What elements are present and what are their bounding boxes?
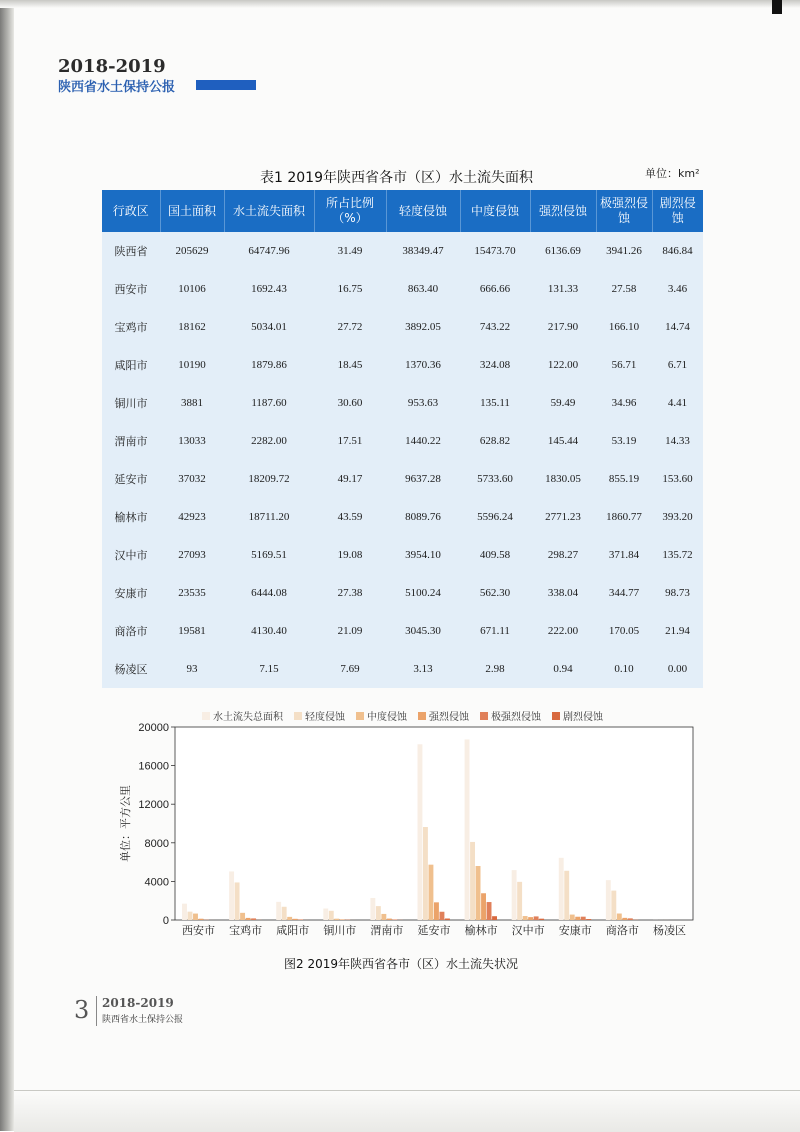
table-cell: 43.59 [314,498,386,536]
legend-item-label: 水土流失总面积 [213,710,284,723]
table-cell: 743.22 [460,308,530,346]
table-cell: 10190 [160,346,224,384]
scan-bottom-fold [14,1090,800,1132]
x-category-label: 咸阳市 [276,923,309,937]
table-row [102,574,703,612]
table-cell: 6136.69 [530,232,596,270]
table-row [102,270,703,308]
bar [517,882,522,920]
figure-caption: 图2 2019年陕西省各市（区）水土流失状况 [284,955,518,972]
table-cell: 23535 [160,574,224,612]
legend-swatch [294,712,302,720]
table-cell: 14.33 [652,422,703,460]
table-cell: 5596.24 [460,498,530,536]
table-cell: 17.51 [314,422,386,460]
legend-item-label: 极强烈侵蚀 [491,710,542,723]
scan-left-edge [0,0,14,1131]
y-tick-label: 20000 [138,722,169,734]
bar [387,919,392,920]
table-cell: 42923 [160,498,224,536]
erosion-bar-chart-svg [120,700,705,950]
table-cell: 671.11 [460,612,530,650]
bar [240,913,245,920]
bar [617,914,622,920]
table-cell: 37032 [160,460,224,498]
bar [282,907,287,920]
table-cell: 409.58 [460,536,530,574]
table-cell: 53.19 [596,422,652,460]
bar [340,919,345,920]
bar [418,744,423,920]
legend-swatch [202,712,210,720]
bar [606,880,611,920]
legend-item-label: 轻度侵蚀 [305,710,346,723]
legend-swatch [480,712,488,720]
region-name-cell: 宝鸡市 [102,308,160,346]
table-cell: 18162 [160,308,224,346]
table-header-cell: 强烈侵蚀 [530,190,596,232]
table-row [102,308,703,346]
legend-item-label: 中度侵蚀 [367,710,408,723]
bar [492,916,497,920]
table-cell: 31.49 [314,232,386,270]
y-tick-label: 16000 [138,761,169,773]
bar [246,918,251,920]
table-cell: 8089.76 [386,498,460,536]
bar [512,870,517,920]
bar [370,898,375,920]
bar [523,916,528,920]
table-cell: 19.08 [314,536,386,574]
table-cell: 59.49 [530,384,596,422]
table-row [102,612,703,650]
table-cell: 344.77 [596,574,652,612]
region-name-cell: 榆林市 [102,498,160,536]
table-cell: 222.00 [530,612,596,650]
table-cell: 49.17 [314,460,386,498]
table-cell: 562.30 [460,574,530,612]
table-cell: 393.20 [652,498,703,536]
region-name-cell: 陕西省 [102,232,160,270]
table-cell: 5034.01 [224,308,314,346]
table-cell: 1830.05 [530,460,596,498]
y-tick-label: 12000 [138,799,169,811]
table-cell: 2.98 [460,650,530,688]
table-cell: 18711.20 [224,498,314,536]
bar [487,902,492,920]
table-cell: 18209.72 [224,460,314,498]
bar [440,912,445,920]
table-cell: 1187.60 [224,384,314,422]
table-cell: 27.72 [314,308,386,346]
table-header-cell: 剧烈侵蚀 [652,190,703,232]
table-cell: 98.73 [652,574,703,612]
x-category-label: 铜川市 [323,923,356,937]
table-header-cell: 水土流失面积 [224,190,314,232]
table-cell: 38349.47 [386,232,460,270]
region-name-cell: 杨凌区 [102,650,160,688]
table-cell: 30.60 [314,384,386,422]
bar [539,919,544,920]
table-header-cell: 极强烈侵蚀 [596,190,652,232]
legend-item-label: 强烈侵蚀 [429,710,470,723]
table-cell: 1370.36 [386,346,460,384]
table-cell: 5169.51 [224,536,314,574]
x-category-label: 商洛市 [606,923,639,937]
bar [528,917,533,920]
x-category-label: 延安市 [418,923,451,937]
region-name-cell: 铜川市 [102,384,160,422]
table-cell: 0.10 [596,650,652,688]
region-name-cell: 商洛市 [102,612,160,650]
bar [193,914,198,920]
table-cell: 34.96 [596,384,652,422]
bar [470,842,475,920]
table-cell: 166.10 [596,308,652,346]
bar [229,871,234,920]
bar [188,912,193,920]
legend-swatch [552,712,560,720]
y-tick-label: 8000 [145,838,169,850]
table-cell: 324.08 [460,346,530,384]
x-category-label: 渭南市 [370,924,403,937]
bar [334,919,339,920]
table-row [102,232,703,270]
soil-erosion-table [102,190,703,688]
table-title: 表1 2019年陕西省各市（区）水土流失面积 [260,167,533,187]
table-cell: 855.19 [596,460,652,498]
table-cell: 145.44 [530,422,596,460]
x-category-label: 西安市 [182,923,215,937]
table-cell: 5100.24 [386,574,460,612]
table-cell: 64747.96 [224,232,314,270]
table-cell: 93 [160,650,224,688]
bar [570,915,575,920]
legend-swatch [356,712,364,720]
table-header-cell: 中度侵蚀 [460,190,530,232]
bar [276,902,281,920]
table-cell: 19581 [160,612,224,650]
table-header-cell: 国土面积 [160,190,224,232]
region-name-cell: 咸阳市 [102,346,160,384]
table-cell: 217.90 [530,308,596,346]
table-cell: 1692.43 [224,270,314,308]
scan-top-edge [0,0,800,8]
table-cell: 27.38 [314,574,386,612]
table-cell: 18.45 [314,346,386,384]
table-cell: 863.40 [386,270,460,308]
bar [298,919,303,920]
footer-year: 2018-2019 [102,996,174,1010]
bar [376,906,381,920]
bar [182,904,187,920]
table-cell: 3.46 [652,270,703,308]
table-cell: 338.04 [530,574,596,612]
bar [323,909,328,920]
table-cell: 1440.22 [386,422,460,460]
table-cell: 1860.77 [596,498,652,536]
table-cell: 9637.28 [386,460,460,498]
bar [465,739,470,920]
table-header-cell: 所占比例（%） [314,190,386,232]
table-cell: 170.05 [596,612,652,650]
table-cell: 298.27 [530,536,596,574]
table-row [102,422,703,460]
bar [534,916,539,920]
bar [476,866,481,920]
legend-item-label: 剧烈侵蚀 [563,710,604,723]
table-header-cell: 行政区 [102,190,160,232]
bar [251,918,256,920]
region-name-cell: 渭南市 [102,422,160,460]
footer-page-number: 3 [74,996,89,1024]
table-cell: 135.11 [460,384,530,422]
footer-title: 陕西省水土保持公报 [102,1012,183,1025]
table-cell: 4130.40 [224,612,314,650]
bar [622,918,627,920]
bar [581,917,586,920]
table-cell: 3045.30 [386,612,460,650]
x-category-label: 安康市 [559,923,592,937]
bar [293,919,298,920]
table-cell: 2771.23 [530,498,596,536]
bar [329,911,334,920]
table-header-cell: 轻度侵蚀 [386,190,460,232]
table-cell: 21.94 [652,612,703,650]
region-name-cell: 延安市 [102,460,160,498]
x-category-label: 汉中市 [512,923,545,937]
header-year: 2018-2019 [58,56,166,77]
bar [586,919,591,920]
table-cell: 6.71 [652,346,703,384]
x-category-label: 宝鸡市 [229,923,262,937]
x-category-label: 杨凌区 [653,923,686,937]
bar [429,865,434,920]
table-cell: 3.13 [386,650,460,688]
table-cell: 6444.08 [224,574,314,612]
table-cell: 3954.10 [386,536,460,574]
table-cell: 15473.70 [460,232,530,270]
header-accent-bar [196,80,256,90]
table-cell: 666.66 [460,270,530,308]
y-tick-label: 0 [163,915,169,927]
table-row [102,346,703,384]
bar [434,902,439,920]
table-cell: 1879.86 [224,346,314,384]
y-tick-label: 4000 [145,876,169,888]
table-row [102,460,703,498]
table-cell: 56.71 [596,346,652,384]
table-cell: 628.82 [460,422,530,460]
bar [481,893,486,920]
legend-swatch [418,712,426,720]
table-cell: 27093 [160,536,224,574]
bar [445,919,450,920]
bar [559,858,564,920]
table-cell: 0.00 [652,650,703,688]
table-cell: 205629 [160,232,224,270]
table-cell: 27.58 [596,270,652,308]
table-cell: 371.84 [596,536,652,574]
table-header-row [102,190,703,232]
table-cell: 122.00 [530,346,596,384]
y-axis-label: 单位：平方公里 [120,785,132,862]
footer-divider [96,996,97,1026]
region-name-cell: 安康市 [102,574,160,612]
table-cell: 21.09 [314,612,386,650]
table-row [102,536,703,574]
table-cell: 7.15 [224,650,314,688]
header-title: 陕西省水土保持公报 [58,76,175,95]
table-row [102,650,703,688]
table-cell: 13033 [160,422,224,460]
bar [575,917,580,920]
scan-corner-mark [772,0,782,14]
bar [423,827,428,920]
table-cell: 10106 [160,270,224,308]
table-cell: 153.60 [652,460,703,498]
table-cell: 3941.26 [596,232,652,270]
table-row [102,384,703,422]
bar [392,919,397,920]
table-cell: 16.75 [314,270,386,308]
erosion-chart [120,700,705,950]
bar [287,917,292,920]
table-cell: 2282.00 [224,422,314,460]
table-unit: 单位：km² [645,165,700,181]
table-cell: 14.74 [652,308,703,346]
bar [628,918,633,920]
table-cell: 0.94 [530,650,596,688]
bar [381,914,386,920]
region-name-cell: 汉中市 [102,536,160,574]
table-cell: 131.33 [530,270,596,308]
table-row [102,498,703,536]
table-cell: 3892.05 [386,308,460,346]
region-name-cell: 西安市 [102,270,160,308]
bar [235,882,240,920]
table-cell: 7.69 [314,650,386,688]
table-cell: 5733.60 [460,460,530,498]
table-cell: 953.63 [386,384,460,422]
table-cell: 3881 [160,384,224,422]
table-cell: 4.41 [652,384,703,422]
bar [611,891,616,920]
bar [564,871,569,920]
x-category-label: 榆林市 [465,923,498,937]
table-cell: 135.72 [652,536,703,574]
bar [199,919,204,920]
table-cell: 846.84 [652,232,703,270]
